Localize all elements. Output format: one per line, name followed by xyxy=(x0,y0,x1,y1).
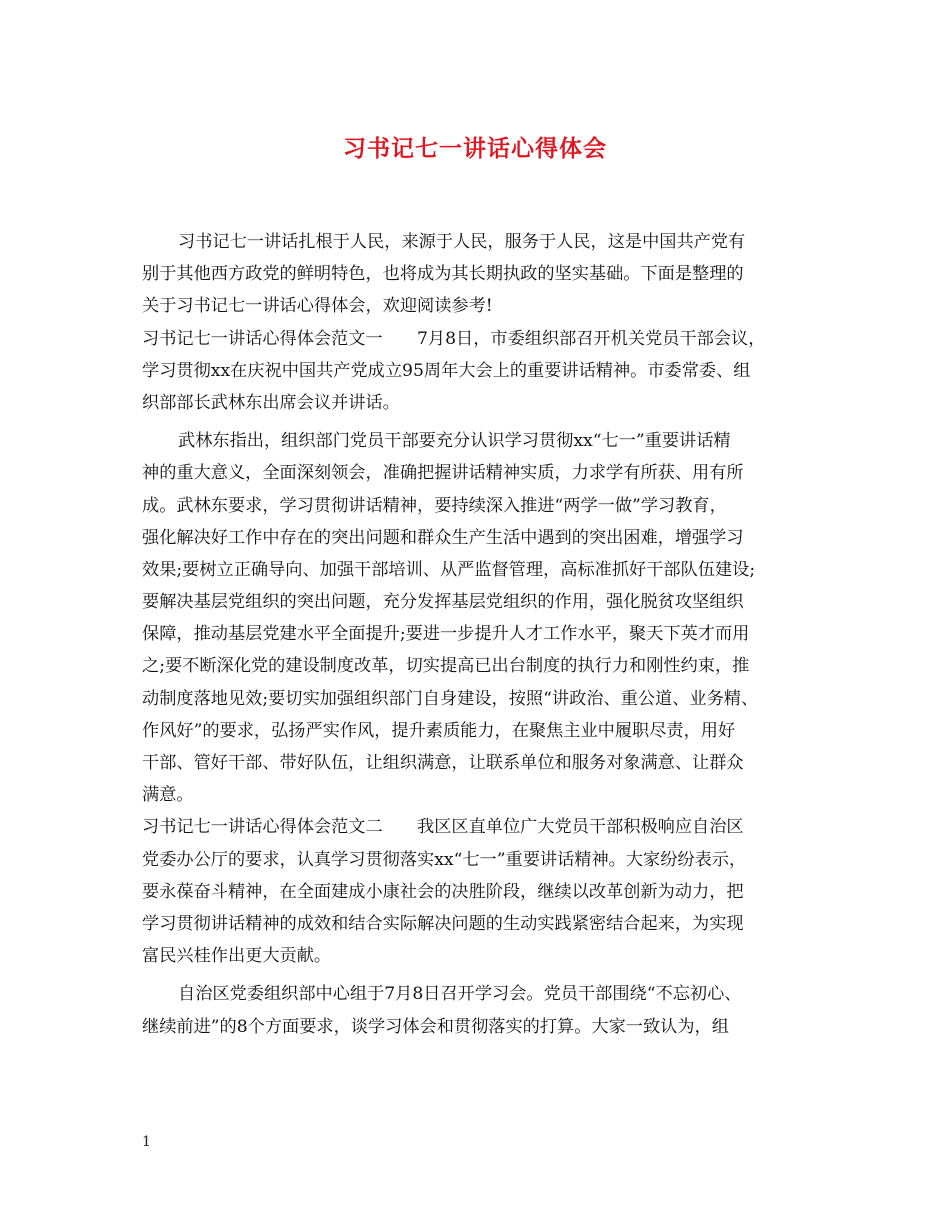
text-line: 保障，推动基层党建水平全面提升;要进一步提升人才工作水平，聚天下英才而用 xyxy=(142,624,750,645)
text-line: 效果;要树立正确导向、加强干部培训、从严监督管理，高标准抓好干部队伍建设; xyxy=(142,559,756,580)
text-line: 作风好”的要求，弘扬严实作风，提升素质能力，在聚焦主业中履职尽责，用好 xyxy=(142,720,736,741)
document-title: 习书记七一讲话心得体会 xyxy=(343,135,607,162)
text-line: 学习贯彻xx在庆祝中国共产党成立95周年大会上的重要讲话精神。市委常委、组 xyxy=(142,360,751,381)
text-line: 武林东指出，组织部门党员干部要充分认识学习贯彻xx“七一”重要讲话精 xyxy=(178,431,731,452)
text-line: 别于其他西方政党的鲜明特色，也将成为其长期执政的坚实基础。下面是整理的 xyxy=(142,264,744,285)
page-number: 1 xyxy=(142,1134,151,1150)
text-line: 动制度落地见效;要切实加强组织部门自身建设，按照“讲政治、重公道、业务精、 xyxy=(142,688,759,709)
text-line: 学习贯彻讲话精神的成效和结合实际解决问题的生动实践紧密结合起来，为实现 xyxy=(142,913,744,934)
text-line: 之;要不断深化党的建设制度改革，切实提高已出台制度的执行力和刚性约束，推 xyxy=(142,656,750,677)
text-line: 织部部长武林东出席会议并讲话。 xyxy=(142,392,400,413)
text-line: 干部、管好干部、带好队伍，让组织满意，让联系单位和服务对象满意、让群众 xyxy=(142,753,744,773)
text-line: 自治区党委组织部中心组于7月8日召开学习会。党员干部围绕“不忘初心、 xyxy=(178,984,742,1005)
text-line: 要解决基层党组织的突出问题，充分发挥基层党组织的作用，强化脱贫攻坚组织 xyxy=(142,592,744,613)
text-line: 满意。 xyxy=(142,785,194,806)
text-line: 神的重大意义，全面深刻领会，准确把握讲话精神实质，力求学有所获、用有所 xyxy=(142,463,744,484)
document-body xyxy=(142,226,832,1043)
text-line: 关于习书记七一讲话心得体会，欢迎阅读参考! xyxy=(142,296,493,317)
text-line: 习书记七一讲话心得体会范文一 7月8日，市委组织部召开机关党员干部会议， xyxy=(142,328,766,349)
text-line: 习书记七一讲话扎根于人民，来源于人民，服务于人民，这是中国共产党有 xyxy=(178,232,746,252)
text-line: 富民兴桂作出更大贡献。 xyxy=(142,946,332,967)
text-line: 要永葆奋斗精神，在全面建成小康社会的决胜阶段，继续以改革创新为动力，把 xyxy=(142,881,744,902)
text-line: 成。武林东要求，学习贯彻讲话精神，要持续深入推进“两学一做”学习教育， xyxy=(142,495,727,516)
text-line: 党委办公厅的要求，认真学习贯彻落实xx“七一”重要讲话精神。大家纷纷表示， xyxy=(142,849,747,870)
text-line: 继续前进”的8个方面要求，谈学习体会和贯彻落实的打算。大家一致认为，组 xyxy=(142,1016,729,1037)
text-line: 习书记七一讲话心得体会范文二 我区区直单位广大党员干部积极响应自治区 xyxy=(142,817,744,838)
text-line: 强化解决好工作中存在的突出问题和群众生产生活中遇到的突出困难，增强学习 xyxy=(142,527,744,548)
